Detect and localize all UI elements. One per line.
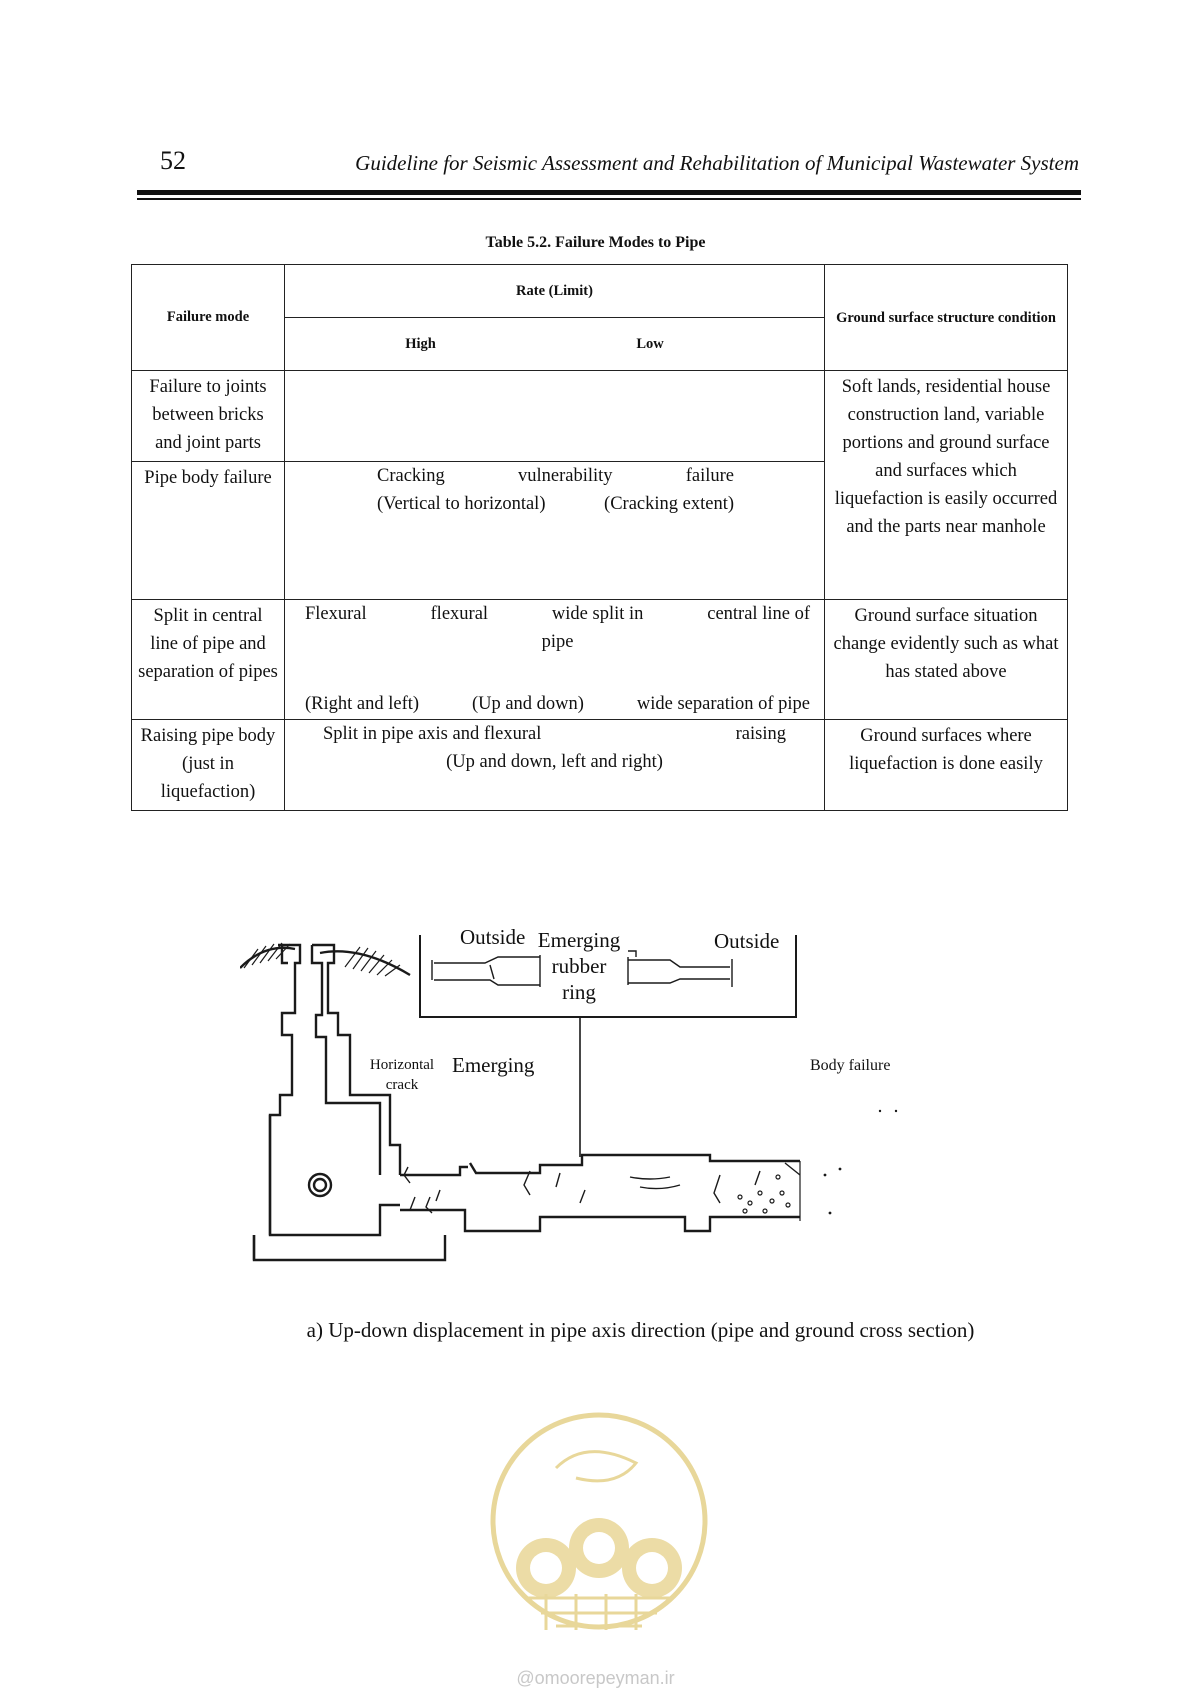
row-failure-mode: Failure to joints between bricks and joint parts (149, 377, 267, 453)
rate-text: wide split in (551, 604, 644, 624)
rate-text: (Up and down, left and right) (446, 752, 663, 772)
watermark-stamp (486, 1408, 712, 1639)
rate-text: vulnerability (517, 466, 613, 486)
row-ground-merged: Soft lands, residential house construction land, variable portions and ground surface and surfaces which liquefaction is easily occurred and the parts near manhole (834, 377, 1058, 537)
label-line: crack (385, 1077, 419, 1093)
watermark-text: @omoorepeyman.ir (516, 1668, 675, 1688)
rate-text: flexural (430, 604, 489, 624)
header-high: High (405, 335, 436, 352)
stamp-graphic-icon (486, 1408, 712, 1634)
row-failure-mode: Raising pipe body (just in liquefaction) (140, 726, 276, 802)
row-failure-mode: Pipe body failure (144, 468, 272, 488)
label-line: rubber (551, 954, 607, 978)
table-row (132, 720, 1068, 811)
label-emerging: Emerging (452, 1053, 535, 1077)
figure-caption: a) Up-down displacement in pipe axis direction (pipe and ground cross section) (306, 1318, 975, 1342)
rate-text: (Right and left) (305, 694, 420, 714)
rate-text: failure (685, 466, 734, 486)
label-line: Horizontal (369, 1057, 435, 1073)
label-outside-left: Outside (460, 925, 526, 949)
rate-text: pipe (541, 632, 574, 652)
table-row (132, 371, 1068, 462)
rate-text: Cracking (377, 466, 445, 486)
rate-text: Split in pipe axis and flexural (323, 724, 542, 744)
header-ground-text: Ground surface structure condition (836, 309, 1056, 326)
label-emerging-rubber-ring (534, 927, 624, 1005)
table-row (132, 600, 1068, 720)
header-low: Low (636, 335, 664, 352)
label-horizontal-crack (362, 1055, 442, 1095)
rate-text: Flexural (305, 604, 367, 624)
row-ground: Ground surface situation change evidently such as what has stated above (833, 606, 1059, 682)
failure-modes-table (131, 264, 1068, 811)
header-rule-thin (137, 198, 1081, 200)
pipe-displacement-figure (240, 925, 970, 1265)
row-rate-empty (285, 371, 825, 462)
table-caption: Table 5.2. Failure Modes to Pipe (485, 234, 706, 251)
header-rule-thick (137, 190, 1081, 195)
header-rate: Rate (Limit) (285, 265, 825, 318)
label-body-failure: Body failure (810, 1057, 891, 1074)
header-high-low (285, 318, 825, 371)
label-line: ring (562, 980, 596, 1004)
rate-text: raising (735, 724, 786, 744)
page-number: 52 (160, 146, 186, 175)
header-ground-condition (825, 265, 1068, 371)
rate-text: wide separation of pipe (636, 694, 810, 714)
row-failure-mode: Split in central line of pipe and separation of pipes (138, 606, 278, 682)
rate-text: (Up and down) (471, 694, 584, 714)
running-title: Guideline for Seismic Assessment and Rehabilitation of Municipal Wastewater System (355, 151, 1079, 175)
rate-text: (Vertical to horizontal) (377, 494, 546, 514)
rate-text: central line of (707, 604, 810, 624)
label-line: Emerging (537, 928, 621, 952)
row-ground: Ground surfaces where liquefaction is done easily (849, 726, 1043, 774)
rate-text: (Cracking extent) (604, 494, 734, 514)
label-outside-right: Outside (714, 929, 780, 953)
header-failure-mode: Failure mode (132, 265, 285, 371)
